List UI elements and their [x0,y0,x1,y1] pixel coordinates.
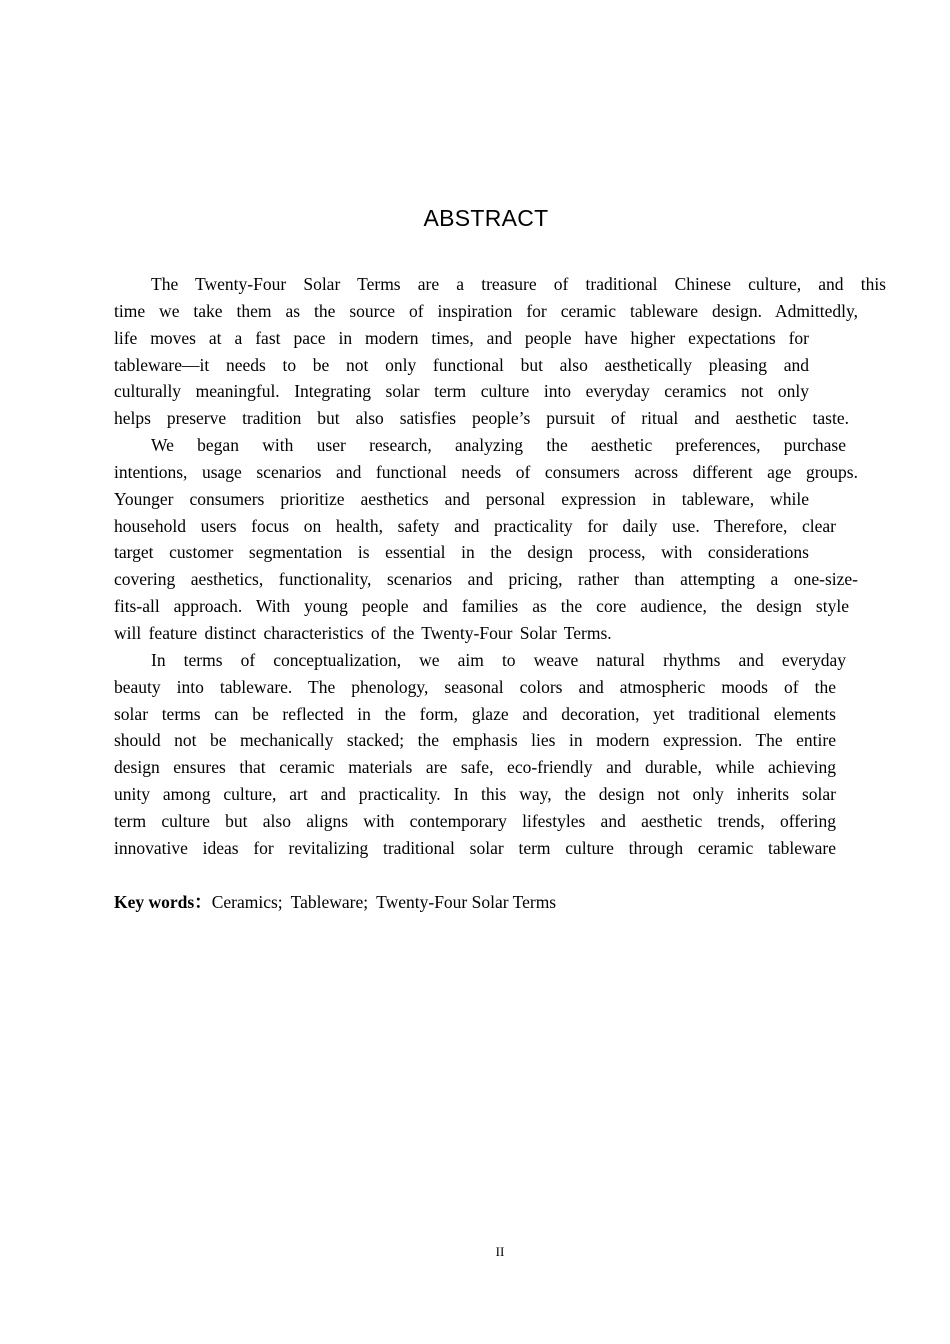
paragraph-line: innovative ideas for revitalizing traditional solar term culture through ceramic tableware [114,837,836,858]
paragraph-line: tableware—it needs to be not only functional but also aesthetically pleasing and [114,354,809,375]
abstract-body [114,271,886,862]
paragraph-line: beauty into tableware. The phenology, seasonal colors and atmospheric moods of the [114,676,836,697]
paragraph-line: term culture but also aligns with contemporary lifestyles and aesthetic trends, offering [114,810,836,831]
paragraph-line: will feature distinct characteristics of the Twenty-Four Solar Terms. [114,622,612,643]
paragraph-line: Younger consumers prioritize aesthetics and personal expression in tableware, while [114,488,809,509]
keywords-label: Key words： [114,892,212,912]
keyword-item: Ceramics; [211,892,283,912]
paragraph-line: solar terms can be reflected in the form, glaze and decoration, yet traditional elements [114,703,836,724]
keyword-item: Twenty-Four Solar Terms [376,892,557,912]
paragraph-line: target customer segmentation is essential in the design process, with considerations [114,542,809,563]
paragraph-line: covering aesthetics, functionality, scenarios and pricing, rather than attempting a one-size- [114,569,858,590]
paragraph-line: household users focus on health, safety and practicality for daily use. Therefore, clear [114,515,836,536]
paragraph-line: We began with user research, analyzing the aesthetic preferences, purchase [151,435,846,456]
paragraph-line: time we take them as the source of inspiration for ceramic tableware design. Admittedly, [114,300,858,321]
keywords-line [114,889,564,915]
paragraph-line: helps preserve tradition but also satisfies people’s pursuit of ritual and aesthetic taste. [114,408,849,429]
paragraph-line: should not be mechanically stacked; the emphasis lies in modern expression. The entire [114,730,836,751]
paragraph-line: The Twenty-Four Solar Terms are a treasure of traditional Chinese culture, and this [151,274,886,294]
keyword-item: Tableware; [290,892,369,912]
paragraph-line: design ensures that ceramic materials are safe, eco-friendly and durable, while achieving [114,757,836,778]
paragraph-line: unity among culture, art and practicality. In this way, the design not only inherits solar [114,784,836,805]
page-number: II [495,1244,505,1259]
paragraph-line: fits-all approach. With young people and families as the core audience, the design style [114,596,849,617]
paragraph-line: culturally meaningful. Integrating solar term culture into everyday ceramics not only [114,381,809,402]
abstract-title: ABSTRACT [423,205,549,231]
paragraph-line: intentions, usage scenarios and functional needs of consumers across different age groups. [114,461,858,482]
paragraph-line: life moves at a fast pace in modern times, and people have higher expectations for [114,327,809,348]
paragraph-line: In terms of conceptualization, we aim to weave natural rhythms and everyday [151,649,846,670]
